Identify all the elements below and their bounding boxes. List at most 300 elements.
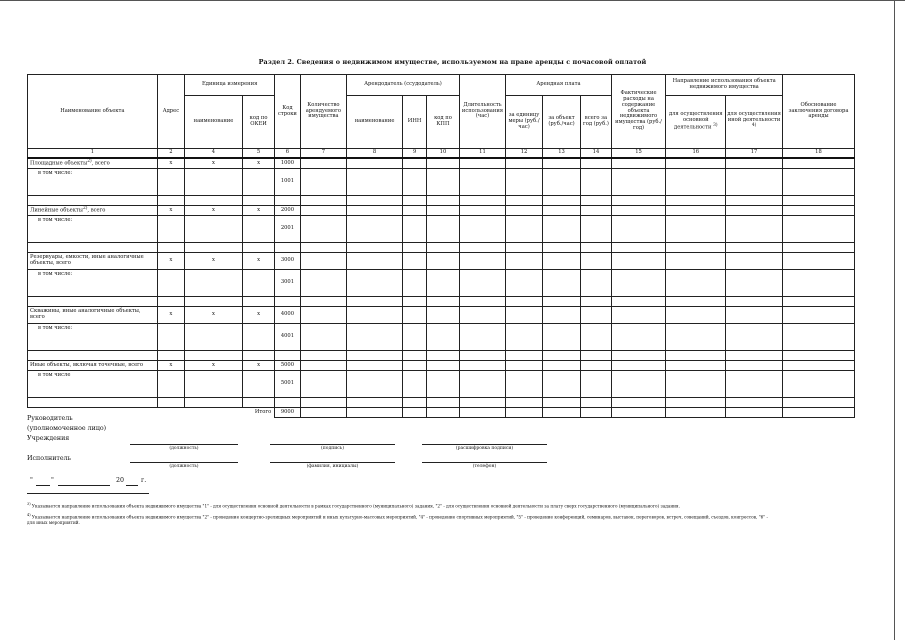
cell[interactable] <box>542 270 581 297</box>
cell[interactable] <box>157 169 184 196</box>
cell[interactable] <box>459 158 506 169</box>
header-row-code: Код строки <box>275 75 300 149</box>
cell[interactable] <box>726 270 783 297</box>
x-mark: х <box>185 158 243 169</box>
header-actual-expenses: Фактические расходы на содержание объекта недвижимого имущества (руб./год) <box>611 75 666 149</box>
cell[interactable] <box>459 351 506 361</box>
x-mark: х <box>242 361 274 371</box>
cell[interactable] <box>726 158 783 169</box>
cell[interactable] <box>782 243 854 253</box>
cell[interactable] <box>782 206 854 216</box>
column-number: 12 <box>506 149 542 159</box>
cell[interactable] <box>347 408 403 418</box>
x-mark: х <box>185 361 243 371</box>
cell[interactable] <box>427 158 459 169</box>
cell[interactable] <box>402 206 426 216</box>
cell[interactable] <box>782 324 854 351</box>
cell[interactable] <box>581 216 611 243</box>
cell[interactable] <box>782 408 854 418</box>
cell[interactable] <box>459 206 506 216</box>
cell[interactable] <box>782 158 854 169</box>
signature-line[interactable] <box>270 444 395 445</box>
cell[interactable] <box>157 371 184 398</box>
cell[interactable] <box>427 408 459 418</box>
cell[interactable] <box>427 253 459 270</box>
decoding-line[interactable] <box>422 444 547 445</box>
cell[interactable] <box>666 361 726 371</box>
cell[interactable] <box>611 169 666 196</box>
section-title: Раздел 2. Сведения о недвижимом имуществе, используемом на праве аренды с почасовой оплатой <box>258 58 647 66</box>
cell[interactable] <box>666 297 726 307</box>
x-mark: х <box>242 253 274 270</box>
x-mark: х <box>185 253 243 270</box>
cell[interactable] <box>581 371 611 398</box>
column-number: 15 <box>611 149 666 159</box>
cell[interactable] <box>666 196 726 206</box>
cell[interactable] <box>28 243 158 253</box>
cell[interactable] <box>157 297 184 307</box>
cell[interactable] <box>542 371 581 398</box>
date-day-line[interactable] <box>36 485 50 486</box>
cell[interactable] <box>581 361 611 371</box>
cell[interactable] <box>402 398 426 408</box>
cell[interactable] <box>300 351 347 361</box>
row-2000-name: Линейные объекты$^{2)}$, всего <box>28 206 158 216</box>
cell[interactable] <box>427 361 459 371</box>
cell[interactable] <box>581 196 611 206</box>
row-code-1001: 1001 <box>275 169 300 196</box>
cell[interactable] <box>28 196 158 206</box>
cell[interactable] <box>506 324 542 351</box>
cell[interactable] <box>427 324 459 351</box>
cell[interactable] <box>242 243 274 253</box>
row-5001-label: в том числе <box>28 371 158 398</box>
cell[interactable] <box>611 408 666 418</box>
column-number: 18 <box>782 149 854 159</box>
cell[interactable] <box>726 216 783 243</box>
x-mark: х <box>157 307 184 324</box>
cell[interactable] <box>581 158 611 169</box>
row-4001-label: в том числе: <box>28 324 158 351</box>
header-unit-name: наименование <box>185 96 243 149</box>
cell[interactable] <box>611 297 666 307</box>
column-number: 14 <box>581 149 611 159</box>
cell[interactable] <box>542 408 581 418</box>
cell[interactable] <box>726 297 783 307</box>
cell[interactable] <box>506 307 542 324</box>
cell[interactable] <box>782 270 854 297</box>
cell[interactable] <box>185 398 243 408</box>
cell[interactable] <box>427 371 459 398</box>
header-address: Адрес <box>157 75 184 149</box>
cell[interactable] <box>427 206 459 216</box>
column-number: 10 <box>427 149 459 159</box>
cell[interactable] <box>581 169 611 196</box>
cell[interactable] <box>782 253 854 270</box>
cell[interactable] <box>275 297 300 307</box>
cell[interactable] <box>300 216 347 243</box>
cell[interactable] <box>242 270 274 297</box>
cell[interactable] <box>459 361 506 371</box>
cell[interactable] <box>581 243 611 253</box>
cell[interactable] <box>506 196 542 206</box>
date-month-line[interactable] <box>58 485 110 486</box>
cell[interactable] <box>275 196 300 206</box>
cell[interactable] <box>427 196 459 206</box>
cell[interactable] <box>402 297 426 307</box>
date-year-line[interactable] <box>126 485 138 486</box>
cell[interactable] <box>300 371 347 398</box>
cell[interactable] <box>611 158 666 169</box>
cell[interactable] <box>459 243 506 253</box>
row-5000-name: Иные объекты, включая точечные, всего <box>28 361 158 371</box>
cell[interactable] <box>542 307 581 324</box>
cell[interactable] <box>726 169 783 196</box>
cell[interactable] <box>506 158 542 169</box>
cell[interactable] <box>611 243 666 253</box>
cell[interactable] <box>300 243 347 253</box>
cell[interactable] <box>581 270 611 297</box>
cell[interactable] <box>542 297 581 307</box>
cell[interactable] <box>402 216 426 243</box>
position-line[interactable] <box>130 444 238 445</box>
cell[interactable] <box>782 398 854 408</box>
cell[interactable] <box>157 243 184 253</box>
cell[interactable] <box>427 270 459 297</box>
header-direction-main: для осуществления основной деятельности $^{3)}$ <box>666 96 726 149</box>
fullname-line[interactable] <box>270 462 395 463</box>
cell[interactable] <box>347 243 403 253</box>
cell[interactable] <box>581 351 611 361</box>
header-object-name: Наименование объекта <box>28 75 158 149</box>
cell[interactable] <box>300 307 347 324</box>
cell[interactable] <box>782 371 854 398</box>
cell[interactable] <box>726 408 783 418</box>
cell[interactable] <box>402 169 426 196</box>
header-quantity: Количество арендуемого имущества <box>300 75 347 149</box>
cell[interactable] <box>185 270 243 297</box>
cell[interactable] <box>300 158 347 169</box>
cell[interactable] <box>581 408 611 418</box>
cell[interactable] <box>542 169 581 196</box>
cell[interactable] <box>542 206 581 216</box>
signature-caption: (подпись) <box>321 446 344 451</box>
cell[interactable] <box>347 253 403 270</box>
column-number: 1 <box>28 149 158 159</box>
cell[interactable] <box>782 307 854 324</box>
column-number: 5 <box>242 149 274 159</box>
cell[interactable] <box>347 307 403 324</box>
cell[interactable] <box>459 270 506 297</box>
row-code-5000: 5000 <box>275 361 300 371</box>
cell[interactable] <box>242 216 274 243</box>
cell[interactable] <box>506 351 542 361</box>
cell[interactable] <box>506 361 542 371</box>
cell[interactable] <box>459 297 506 307</box>
phone-line[interactable] <box>422 462 547 463</box>
cell[interactable] <box>427 351 459 361</box>
cell[interactable] <box>347 371 403 398</box>
cell[interactable] <box>427 297 459 307</box>
cell[interactable] <box>242 351 274 361</box>
cell[interactable] <box>726 361 783 371</box>
cell[interactable] <box>506 408 542 418</box>
cell[interactable] <box>611 196 666 206</box>
row-4000-name: Скважины, иные аналогичные объекты, всего <box>28 307 158 324</box>
cell[interactable] <box>242 398 274 408</box>
cell[interactable] <box>300 361 347 371</box>
cell[interactable] <box>782 361 854 371</box>
cell[interactable] <box>542 196 581 206</box>
cell[interactable] <box>427 243 459 253</box>
cell[interactable] <box>542 216 581 243</box>
cell[interactable] <box>459 196 506 206</box>
cell[interactable] <box>666 398 726 408</box>
cell[interactable] <box>300 324 347 351</box>
cell[interactable] <box>666 324 726 351</box>
rental-property-table <box>27 74 855 418</box>
row-code-4000: 4000 <box>275 307 300 324</box>
cell[interactable] <box>427 169 459 196</box>
column-number: 16 <box>666 149 726 159</box>
cell[interactable] <box>300 169 347 196</box>
row-code-3001: 3001 <box>275 270 300 297</box>
cell[interactable] <box>542 361 581 371</box>
cell[interactable] <box>402 307 426 324</box>
cell[interactable] <box>726 371 783 398</box>
cell[interactable] <box>782 216 854 243</box>
cell[interactable] <box>611 216 666 243</box>
cell[interactable] <box>611 324 666 351</box>
cell[interactable] <box>542 243 581 253</box>
cell[interactable] <box>611 206 666 216</box>
footnote-4-continued: для иных мероприятий. <box>27 520 80 525</box>
x-mark: х <box>157 206 184 216</box>
x-mark: х <box>242 206 274 216</box>
cell[interactable] <box>300 398 347 408</box>
footnote-3: $^{3)}$ Указывается направление использования объекта недвижимого имущества "1" - для осуществления основной деятельности в рамках государственного (муниципального) задания, "2" - для осуществления основной деятельности за плату сверх государственного (муниципального) задания. <box>27 502 680 509</box>
row-code-2000: 2000 <box>275 206 300 216</box>
cell[interactable] <box>347 351 403 361</box>
cell[interactable] <box>185 216 243 243</box>
cell[interactable] <box>157 351 184 361</box>
position-caption: (должность) <box>169 446 199 451</box>
cell[interactable] <box>300 206 347 216</box>
cell[interactable] <box>157 216 184 243</box>
phone-caption: (телефон) <box>472 464 497 469</box>
cell[interactable] <box>542 253 581 270</box>
cell[interactable] <box>347 398 403 408</box>
cell[interactable] <box>275 351 300 361</box>
cell[interactable] <box>726 324 783 351</box>
cell[interactable] <box>581 398 611 408</box>
cell[interactable] <box>506 398 542 408</box>
cell[interactable] <box>506 270 542 297</box>
cell[interactable] <box>347 216 403 243</box>
column-number: 9 <box>402 149 426 159</box>
cell[interactable] <box>726 253 783 270</box>
cell[interactable] <box>347 324 403 351</box>
cell[interactable] <box>459 408 506 418</box>
x-mark: х <box>157 158 184 169</box>
cell[interactable] <box>726 243 783 253</box>
cell[interactable] <box>782 169 854 196</box>
header-lessor-group: Арендодатель (ссудодатель) <box>347 75 459 96</box>
header-duration: Длительность использования (час) <box>459 75 506 149</box>
cell[interactable] <box>459 371 506 398</box>
x-mark: х <box>242 307 274 324</box>
cell[interactable] <box>542 398 581 408</box>
cell[interactable] <box>157 270 184 297</box>
cell[interactable] <box>726 398 783 408</box>
cell[interactable] <box>611 351 666 361</box>
column-number: 6 <box>275 149 300 159</box>
cell[interactable] <box>506 243 542 253</box>
cell[interactable] <box>347 169 403 196</box>
cell[interactable] <box>347 297 403 307</box>
cell[interactable] <box>726 196 783 206</box>
cell[interactable] <box>782 351 854 361</box>
cell[interactable] <box>666 216 726 243</box>
cell[interactable] <box>782 297 854 307</box>
cell[interactable] <box>427 307 459 324</box>
cell[interactable] <box>666 169 726 196</box>
cell[interactable] <box>726 351 783 361</box>
header-justification: Обоснование заключения договора аренды <box>782 75 854 149</box>
cell[interactable] <box>242 169 274 196</box>
cell[interactable] <box>666 408 726 418</box>
cell[interactable] <box>666 158 726 169</box>
cell[interactable] <box>242 371 274 398</box>
cell[interactable] <box>347 206 403 216</box>
cell[interactable] <box>427 398 459 408</box>
cell[interactable] <box>242 297 274 307</box>
cell[interactable] <box>542 158 581 169</box>
cell[interactable] <box>506 253 542 270</box>
fullname-caption: (фамилия, инициалы) <box>306 464 359 469</box>
header-lessor-inn: ИНН <box>402 96 426 149</box>
cell[interactable] <box>726 307 783 324</box>
cell[interactable] <box>611 398 666 408</box>
executor-position-line[interactable] <box>130 462 238 463</box>
cell[interactable] <box>300 408 347 418</box>
cell[interactable] <box>402 270 426 297</box>
cell[interactable] <box>402 371 426 398</box>
institution-label: Учреждения <box>27 435 70 442</box>
cell[interactable] <box>275 243 300 253</box>
cell[interactable] <box>157 196 184 206</box>
cell[interactable] <box>300 253 347 270</box>
cell[interactable] <box>782 196 854 206</box>
cell[interactable] <box>402 196 426 206</box>
cell[interactable] <box>185 351 243 361</box>
cell[interactable] <box>300 270 347 297</box>
cell[interactable] <box>275 398 300 408</box>
page-top-edge <box>0 0 905 1</box>
cell[interactable] <box>506 371 542 398</box>
cell[interactable] <box>581 307 611 324</box>
row-3001-label: в том числе: <box>28 270 158 297</box>
cell[interactable] <box>542 324 581 351</box>
cell[interactable] <box>402 158 426 169</box>
cell[interactable] <box>157 398 184 408</box>
cell[interactable] <box>459 169 506 196</box>
cell[interactable] <box>581 206 611 216</box>
cell[interactable] <box>347 270 403 297</box>
cell[interactable] <box>542 351 581 361</box>
cell[interactable] <box>300 297 347 307</box>
cell[interactable] <box>402 408 426 418</box>
cell[interactable] <box>611 371 666 398</box>
cell[interactable] <box>666 307 726 324</box>
cell[interactable] <box>581 324 611 351</box>
cell[interactable] <box>611 307 666 324</box>
cell[interactable] <box>28 351 158 361</box>
row-code-4001: 4001 <box>275 324 300 351</box>
cell[interactable] <box>157 324 184 351</box>
cell[interactable] <box>506 216 542 243</box>
cell[interactable] <box>611 253 666 270</box>
cell[interactable] <box>581 253 611 270</box>
cell[interactable] <box>666 206 726 216</box>
cell[interactable] <box>459 253 506 270</box>
cell[interactable] <box>459 398 506 408</box>
cell[interactable] <box>726 206 783 216</box>
cell[interactable] <box>402 243 426 253</box>
cell[interactable] <box>402 253 426 270</box>
cell[interactable] <box>28 297 158 307</box>
cell[interactable] <box>611 270 666 297</box>
cell[interactable] <box>459 216 506 243</box>
cell[interactable] <box>506 206 542 216</box>
cell[interactable] <box>402 361 426 371</box>
cell[interactable] <box>185 196 243 206</box>
cell[interactable] <box>581 297 611 307</box>
cell[interactable] <box>459 307 506 324</box>
cell[interactable] <box>666 253 726 270</box>
cell[interactable] <box>185 324 243 351</box>
cell[interactable] <box>402 351 426 361</box>
cell[interactable] <box>347 361 403 371</box>
cell[interactable] <box>347 196 403 206</box>
cell[interactable] <box>185 243 243 253</box>
cell[interactable] <box>347 158 403 169</box>
cell[interactable] <box>242 324 274 351</box>
x-mark: х <box>242 158 274 169</box>
cell[interactable] <box>185 169 243 196</box>
cell[interactable] <box>666 371 726 398</box>
cell[interactable] <box>666 270 726 297</box>
cell[interactable] <box>242 196 274 206</box>
cell[interactable] <box>666 243 726 253</box>
column-number: 2 <box>157 149 184 159</box>
cell[interactable] <box>300 196 347 206</box>
footnote-4: $^{4)}$ Указывается направление использования объекта недвижимого имущества "2" - проведение концертно-зрелищных мероприятий и иных культурно-массовых мероприятий, "4" - проведение спортивных мероприятий, "5" - проведение конференций, семинаров, выставок, переговоров, встреч, совещаний, съездов, конгрессов, "6" - <box>27 513 768 520</box>
cell[interactable] <box>611 361 666 371</box>
cell[interactable] <box>402 324 426 351</box>
head-label: Руководитель <box>27 415 73 422</box>
header-lessor-kpp: код по КПП <box>427 96 459 149</box>
cell[interactable] <box>427 216 459 243</box>
cell[interactable] <box>28 398 158 408</box>
x-mark: х <box>157 253 184 270</box>
cell[interactable] <box>185 371 243 398</box>
cell[interactable] <box>506 297 542 307</box>
cell[interactable] <box>506 169 542 196</box>
cell[interactable] <box>459 324 506 351</box>
cell[interactable] <box>185 297 243 307</box>
cell[interactable] <box>666 351 726 361</box>
